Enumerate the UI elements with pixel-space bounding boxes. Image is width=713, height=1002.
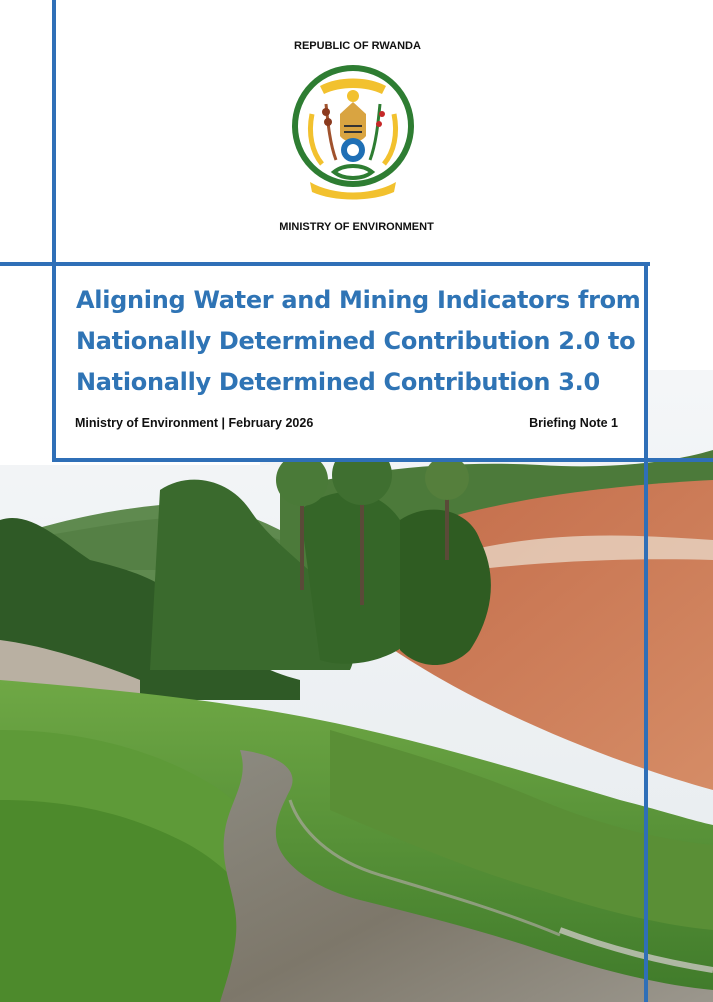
frame-line-right bbox=[644, 262, 648, 1002]
emblem-seal-icon bbox=[290, 64, 416, 204]
briefing-note-label: Briefing Note 1 bbox=[529, 416, 618, 430]
author-date: Ministry of Environment | February 2026 bbox=[75, 416, 314, 430]
frame-line-middle bbox=[52, 458, 713, 462]
document-title: Aligning Water and Mining Indicators from Nationally Determined Contribution 2.0 to Nationally Determined Contribution 3.0 bbox=[76, 286, 641, 396]
country-name: REPUBLIC OF RWANDA bbox=[294, 40, 421, 52]
title-box bbox=[56, 266, 644, 458]
national-emblem bbox=[290, 64, 416, 204]
ministry-name: MINISTRY OF ENVIRONMENT bbox=[279, 221, 434, 233]
